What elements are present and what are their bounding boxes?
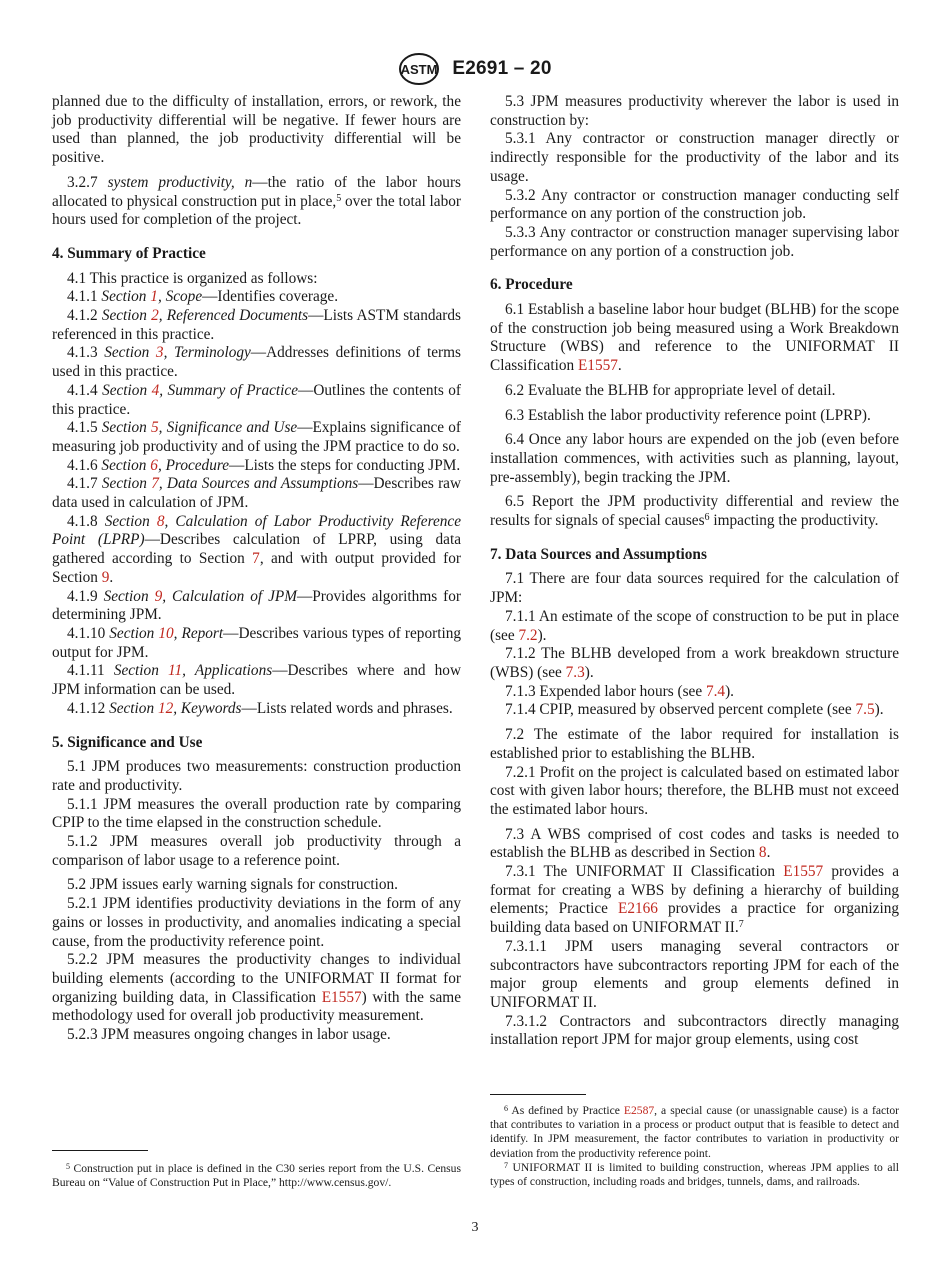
paragraph-7-3-1-1: 7.3.1.1 JPM users managing several contractors or subcontractors have subcontractors reporting JPM for each of the major group elements and group elements defined in UNIFORMAT II. xyxy=(490,937,899,1011)
paragraph-4-1: 4.1 This practice is organized as follows: xyxy=(67,269,318,287)
astm-logo-icon xyxy=(398,52,440,86)
paragraph-5-2-2: 5.2.2 JPM measures the productivity changes to individual building elements (according to the UNIFORMAT II format for organizing building data, in Classification E1557) with the same methodology used for overall job productivity measurement. xyxy=(52,951,461,1025)
paragraph-5-3-3: 5.3.3 Any contractor or construction manager supervising labor performance on any portion of a construction job. xyxy=(490,223,899,260)
section-link[interactable]: 7 xyxy=(151,475,159,493)
section-link[interactable]: 4 xyxy=(151,381,160,399)
section-link[interactable]: 9 xyxy=(154,587,163,605)
paragraph-5-3: 5.3 JPM measures productivity wherever the labor is used in construction by: xyxy=(490,93,899,129)
footnotes-right xyxy=(490,1104,899,1189)
section-link[interactable]: 3 xyxy=(155,344,164,362)
footnote-rule-left xyxy=(52,1150,148,1151)
paragraph-5-1: 5.1 JPM produces two measurements: construction production rate and productivity. xyxy=(52,758,461,794)
paragraph-5-3-2: 5.3.2 Any contractor or construction manager conducting self performance on any portion of the construction job. xyxy=(490,186,899,223)
section-link[interactable]: 12 xyxy=(157,699,174,717)
section-link[interactable]: 8 xyxy=(156,512,165,530)
paragraph-7-3-1-2: 7.3.1.2 Contractors and subcontractors directly managing installation report JPM for major group elements, using cost xyxy=(490,1012,899,1049)
paragraph-5-2-3: 5.2.3 JPM measures ongoing changes in labor usage. xyxy=(67,1026,391,1044)
standard-link[interactable]: E1557 xyxy=(321,988,362,1006)
section-link[interactable]: 7.3 xyxy=(565,663,585,681)
footnote-6: $^6$ As defined by Practice E2587, a special cause (or unassignable cause) is a factor that contributes to variation in a process or product output that is feasible to detect and identify. In JPM measurement, the factor contributes to variation in productivity or deviation from the productivity reference point. xyxy=(490,1104,899,1160)
left-column xyxy=(52,93,461,1045)
paragraph-5-1-1: 5.1.1 JPM measures the overall production rate by comparing CPIP to the time elapsed in the construction schedule. xyxy=(52,795,461,832)
summary-list-b xyxy=(52,588,461,719)
paragraph-6-3: 6.3 Establish the labor productivity reference point (LPRP). xyxy=(505,406,871,424)
paragraph-7-1-1: 7.1.1 An estimate of the scope of construction to be put in place (see 7.2). xyxy=(490,607,899,644)
summary-item: 4.1.7 Section 7, Data Sources and Assumptions—Describes raw data used in calculation of JPM. xyxy=(52,475,462,512)
footnote-5: $^5$ Construction put in place is defined in the C30 series report from the U.S. Census Bureau on “Value of Construction Put in Place,” http://www.census.gov/. xyxy=(52,1162,461,1190)
section-link[interactable]: 8 xyxy=(758,844,767,862)
paragraph-3-2-6-continued: planned due to the difficulty of installation, errors, or rework, the job productivity differential will be negative. If fewer hours are used than planned, the job productivity differential will be positive. xyxy=(52,93,461,167)
standard-designation: E2691 – 20 xyxy=(452,58,552,79)
right-column xyxy=(490,93,899,1050)
section-link[interactable]: 1 xyxy=(150,288,158,306)
summary-item: 4.1.1 Section 1, Scope—Identifies coverage. xyxy=(67,288,339,306)
paragraph-3-2-7: 3.2.7 system productivity, n—the ratio of the labor hours allocated to physical construction put in place,$^5$ over the total labor hours used for completion of the project. xyxy=(52,173,462,229)
paragraph-7-2: 7.2 The estimate of the labor required for installation is established prior to establishing the BLHB. xyxy=(490,726,899,762)
heading-significance-and-use: 5. Significance and Use xyxy=(52,733,203,751)
summary-item: 4.1.9 Section 9, Calculation of JPM—Provides algorithms for determining JPM. xyxy=(52,587,461,624)
paragraph-5-1-2: 5.1.2 JPM measures overall job productivity through a comparison of labor usage to a reference point. xyxy=(52,833,461,869)
footnote-rule-right xyxy=(490,1094,586,1095)
section-link[interactable]: 9 xyxy=(101,568,110,586)
footnote-7: $^7$ UNIFORMAT II is limited to building construction, whereas JPM applies to all types of construction, including roads and bridges, tunnels, dams, and railroads. xyxy=(490,1160,899,1189)
section-link[interactable]: 10 xyxy=(158,624,174,642)
footnote-ref-7: 7 xyxy=(738,919,744,931)
section-link[interactable]: 7.4 xyxy=(705,682,726,700)
paragraph-6-2: 6.2 Evaluate the BLHB for appropriate level of detail. xyxy=(505,381,836,399)
summary-item: 4.1.3 Section 3, Terminology—Addresses definitions of terms used in this practice. xyxy=(52,344,462,381)
paragraph-6-4: 6.4 Once any labor hours are expended on the job (even before installation commences, with activities such as planning, layout, pre-assembly), begin tracking the JPM. xyxy=(490,431,899,486)
heading-summary-of-practice: 4. Summary of Practice xyxy=(52,244,206,262)
heading-procedure: 6. Procedure xyxy=(490,276,573,294)
section-link[interactable]: 7.2 xyxy=(518,626,538,644)
summary-item: 4.1.11 Section 11, Applications—Describes where and how JPM information can be used. xyxy=(52,662,461,699)
standard-link[interactable]: E1557 xyxy=(577,357,618,375)
section-link[interactable]: 7.5 xyxy=(855,701,875,719)
section-link[interactable]: 5 xyxy=(150,419,159,437)
summary-item: 4.1.6 Section 6, Procedure—Lists the steps for conducting JPM. xyxy=(67,456,461,474)
paragraph-6-1: 6.1 Establish a baseline labor hour budget (BLHB) for the scope of the construction job being measured using a Work Breakdown Structure (WBS) and reference to the UNIFORMAT II Classification E1557. xyxy=(490,301,899,375)
paragraph-7-1-3: 7.1.3 Expended labor hours (see 7.4). xyxy=(505,682,734,700)
svg-text:ASTM: ASTM xyxy=(400,62,438,77)
heading-data-sources: 7. Data Sources and Assumptions xyxy=(490,545,707,563)
paragraph-7-2-1: 7.2.1 Profit on the project is calculated based on estimated labor cost with given labor hours; therefore, the BLHB must not exceed the estimated labor hours. xyxy=(490,763,899,818)
section-link[interactable]: 7 xyxy=(252,550,260,568)
summary-item: 4.1.2 Section 2, Referenced Documents—Lists ASTM standards referenced in this practice. xyxy=(52,307,462,343)
paragraph-7-3-1: 7.3.1 The UNIFORMAT II Classification E1557 provides a format for creating a WBS by defining a hierarchy of building elements; Practice E2166 provides a practice for organizing building data based on UNIFORMAT II.$^7$ xyxy=(490,863,899,937)
paragraph-6-5: 6.5 Report the JPM productivity differential and review the results for signals of special causes$^6$ impacting the productivity. xyxy=(490,493,899,530)
paragraph-7-1: 7.1 There are four data sources required for the calculation of JPM: xyxy=(490,570,899,607)
paragraph-5-3-1: 5.3.1 Any contractor or construction manager directly or indirectly responsible for the productivity of the labor and its usage. xyxy=(490,130,899,185)
standard-link[interactable]: E2587 xyxy=(623,1104,655,1117)
standard-link[interactable]: E1557 xyxy=(783,863,824,881)
paragraph-4-1-8: 4.1.8 Section 8, Calculation of Labor Productivity Reference Point (LPRP)—Describes calculation of LPRP, using data gathered according to Section 7, and with output provided for Section 9. xyxy=(52,512,461,586)
paragraph-5-2: 5.2 JPM issues early warning signals for construction. xyxy=(67,876,398,894)
footnote-ref-6: 6 xyxy=(704,512,710,524)
page-number: 3 xyxy=(471,1220,479,1235)
footnote-ref-5: 5 xyxy=(336,192,342,204)
section-link[interactable]: 6 xyxy=(150,456,158,474)
summary-item: 4.1.12 Section 12, Keywords—Lists related words and phrases. xyxy=(67,699,453,717)
summary-item: 4.1.10 Section 10, Report—Describes various types of reporting output for JPM. xyxy=(52,624,461,661)
paragraph-7-1-2: 7.1.2 The BLHB developed from a work breakdown structure (WBS) (see 7.3). xyxy=(490,645,899,681)
summary-list-a xyxy=(52,288,461,512)
paragraph-5-2-1: 5.2.1 JPM identifies productivity deviations in the form of any gains or losses in productivity, and anomalies indicating a special cause, from the productivity reference point. xyxy=(52,895,461,950)
summary-item: 4.1.4 Section 4, Summary of Practice—Outlines the contents of this practice. xyxy=(52,381,461,418)
section-link[interactable]: 2 xyxy=(151,307,159,325)
standard-link[interactable]: E2166 xyxy=(617,900,658,918)
paragraph-7-1-4: 7.1.4 CPIP, measured by observed percent complete (see 7.5). xyxy=(505,701,884,719)
page-header xyxy=(0,52,950,86)
paragraph-7-3: 7.3 A WBS comprised of cost codes and tasks is needed to establish the BLHB as described in Section 8. xyxy=(490,825,899,862)
section-link[interactable]: 11 xyxy=(168,662,183,680)
summary-item: 4.1.5 Section 5, Significance and Use—Explains significance of measuring job productivity and of using the JPM practice to do so. xyxy=(52,419,461,455)
